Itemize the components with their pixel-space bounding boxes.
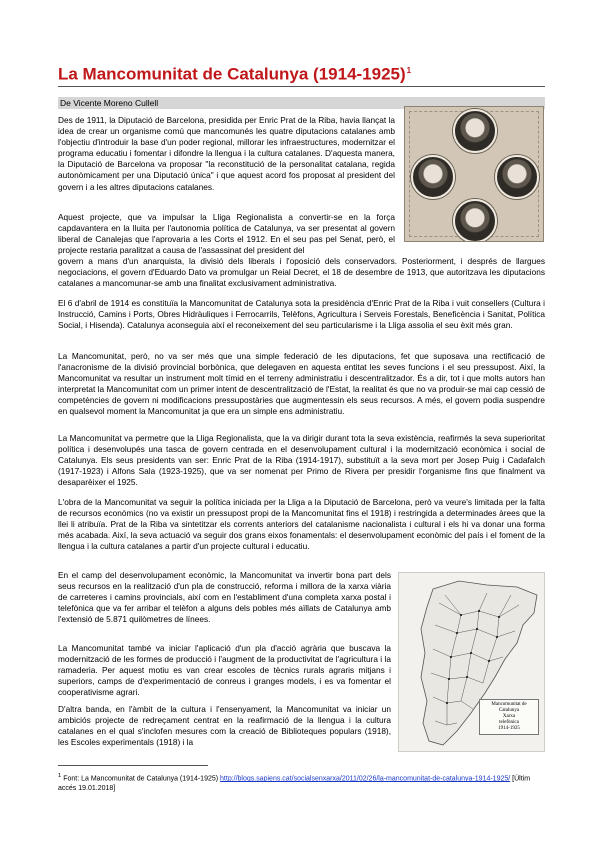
title-footnote-mark[interactable]: 1: [406, 66, 412, 75]
paragraph-2b: govern a mans d'un anarquista, la divisió dels liberals i l'oposició dels conservadors. Posteriorment, i després de llargues negociacions, el govern d'Eduardo Dato va promulgar un Reial Decret, el 18 de desembre de 1913, que autoritzava les diputacions catalanes a mancomunar-se amb una finalitat exclusivament administrativa.: [58, 256, 545, 289]
paragraph-3: El 6 d'abril de 1914 es constituïa la Mancomunitat de Catalunya sota la presidència d'Enric Prat de la Riba i vuit consellers (Cultura i Instrucció, Camins i Ports, Obres Hidràuliques i Ferrocarrils, Telèfons, Agricultura i Serveis Forestals, Beneficència i Sanitat, Política Social, i Hisenda). Catalunya aconseguia així el reconeixement del seu particularisme i la Lliga assolia el seu èxit més gran.: [58, 298, 545, 331]
title-rule: [58, 86, 545, 87]
paragraph-5: La Mancomunitat va permetre que la Lliga Regionalista, que la va dirigir durant tota la seva existència, reafirmés la seva superioritat política i desenvolupés una tasca de govern centrada en el desenvolupament cultural i la modernització econòmica i social de Catalunya. Els seus presidents van ser: Enric Prat de la Riba (1914-1917), substituït a la seva mort per Josep Puig i Cadafalch (1917-1923) i Alfons Sala (1923-1925), que va ser nomenat per Primo de Rivera per presidir l'organisme fins que finalment va desaparèixer el 1925.: [58, 433, 545, 488]
portrait-bottom: [453, 199, 497, 242]
page-title: [58, 60, 411, 86]
map-legend-line-2: Xarxa: [502, 714, 516, 719]
portrait-top: [453, 109, 497, 153]
paragraph-2a: Aquest projecte, que va impulsar la Lliga Regionalista a convertir-se en la força capdavantera en la lluita per l'autonomia política de Catalunya, va ser presentat al govern liberal de Canalejas que l'aprovaria a les Corts el 1912. En el seu pas pel Senat, però, el projecte restaria paralitzat a causa de l'assassinat del president del: [58, 212, 395, 256]
footnote-access-date: [Últim accés 19.01.2018]: [58, 775, 531, 793]
paragraph-1: Des de 1911, la Diputació de Barcelona, presidida per Enric Prat de la Riba, havia llançat la idea de crear un organisme comú que mancomunés les quatre diputacions catalanes amb l'objectiu d'introduir la base d'un poder regional, millorar les infraestructures, modernitzar el programa educatiu i fomentar i difondre la llengua i la cultura catalanes. D'aquesta manera, la Diputació de Barcelona va proposar "la reconstitució de la personalitat catalana, regida autonòmicament per una Diputació única" i que aquest acord fos proposat al president del govern i a les altres diputacions catalanes.: [58, 115, 395, 192]
map-legend: [479, 699, 539, 735]
presidents-portrait-collage: [404, 106, 544, 242]
map-legend-line-4: 1914-1925: [498, 726, 520, 731]
portrait-right: [495, 155, 539, 199]
telephone-network-map: [398, 572, 545, 752]
footnote-link[interactable]: http://blogs.sapiens.cat/socialsenxarxa/2011/02/26/la-mancomunitat-de-catalunya-1914-1925/: [220, 775, 511, 783]
paragraph-9: D'altra banda, en l'àmbit de la cultura i l'ensenyament, la Mancomunitat va iniciar un ambiciós projecte de redreçament centrat en la reafirmació de la llengua i la cultura catalanes en el qual s'inclofen mesures com la creació de Biblioteques populars (1918), les Escoles experimentals (1918) i la: [58, 704, 391, 748]
footnote-mark: 1: [58, 773, 62, 779]
map-legend-line-1: Mancomunitat de Catalunya: [491, 702, 527, 713]
footnote: [58, 771, 545, 794]
title-text: La Mancomunitat de Catalunya (1914-1925): [58, 64, 406, 84]
paragraph-7: En el camp del desenvolupament econòmic, la Mancomunitat va invertir bona part dels seus recursos en la realització d'un pla de construcció, reforma i millora de la xarxa viària de carreteres i camins provincials, així com en l'establiment d'una completa xarxa postal i telefònica que va fer arribar el telèfon a alguns dels pobles més aïllats de Catalunya amb l'extensió de 5.871 quilòmetres de línees.: [58, 570, 391, 625]
map-legend-line-3: telefònica: [499, 720, 519, 725]
portrait-left: [411, 155, 455, 199]
author-line: De Vicente Moreno Cullell: [58, 97, 545, 109]
paragraph-8: La Mancomunitat també va iniciar l'aplicació d'un pla d'acció agrària que buscava la modernització de les formes de producció i l'augment de la productivitat de l'agricultura i la ramaderia. Per aquest motiu es van crear escoles de tècnics rurals agraris mitjans i superiors, camps de d'experimentació de conreus i granges models, i es va fomentar el cooperativisme agrari.: [58, 643, 391, 698]
paragraph-4: La Mancomunitat, però, no va ser més que una simple federació de les diputacions, fet que suposava una rectificació de l'anacronisme de la divisió provincial borbònica, que delegaven en aquesta entitat les seves funcions i el seu pressupost. Així, la Mancomunitat va resultar un instrument molt tímid en el terreny administratiu i descentralitzador. És a dir, tot i que molts autors han interpretat la Mancomunitat com un primer intent de descentralització de l'Estat, la realitat és que no va produir-se mai cap cessió de competències de govern ni modificacions pressupostàries que augmentessin els seus recursos. A més, el govern podia suspendre en qualsevol moment la Mancomunitat ja que era un simple ens administratiu.: [58, 351, 545, 417]
footnote-source: Font: La Mancomunitat de Catalunya (1914-1925): [63, 775, 219, 783]
paragraph-6: L'obra de la Mancomunitat va seguir la política iniciada per la Lliga a la Diputació de Barcelona, però va veure's limitada per la falta de recursos econòmics (no va existir un pressupost propi de la Mancomunitat fins el 1918) i restringida a determinades àrees que la llei li atribuïa. Prat de la Riba va sintetitzar els corrents anteriors del catalanisme nacionalista i cultural i els hi va donar una forma més acabada. Així, la seva actuació va seguir dos grans eixos fonamentals: el desenvolupament econòmic del país i el foment de la llengua i la cultura catalanes a partir d'un projecte cultural i educatiu.: [58, 497, 545, 552]
footnote-rule: [58, 765, 208, 766]
